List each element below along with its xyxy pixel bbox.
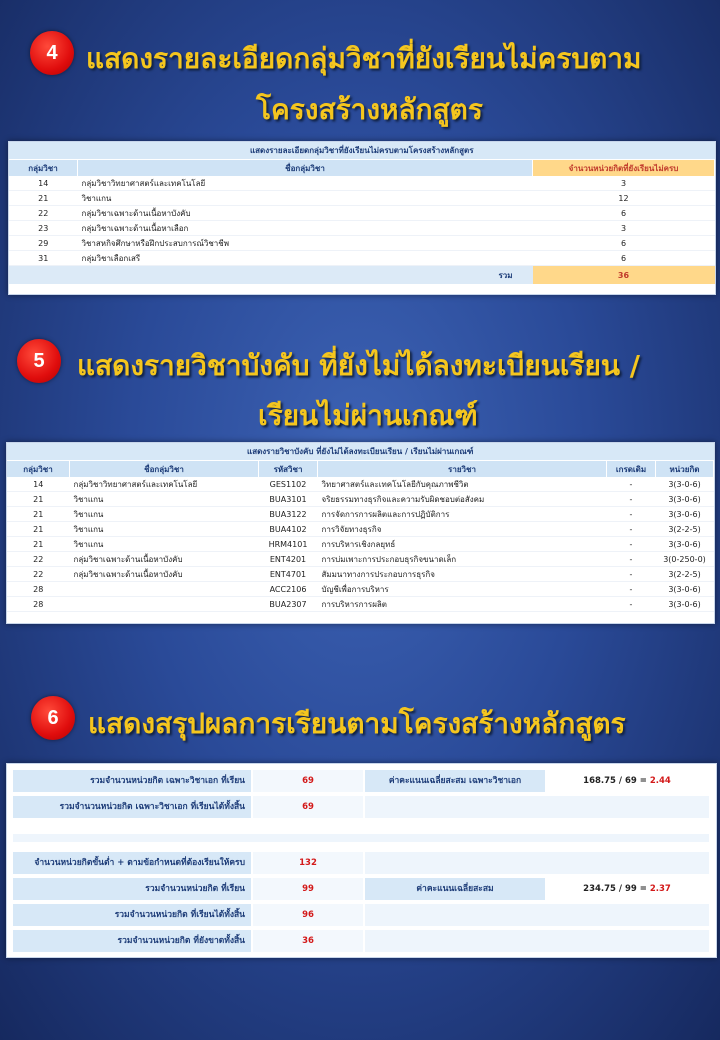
- grade-cell: -: [607, 477, 656, 492]
- section-number-badge: 5: [17, 339, 61, 383]
- table-row: [7, 477, 714, 492]
- course-code-cell: BUA3122: [259, 507, 318, 522]
- total-value: 36: [533, 266, 715, 285]
- total-credits-label: รวมจำนวนหน่วยกิต ที่เรียน: [13, 878, 251, 900]
- credits-cell: 3: [533, 176, 715, 191]
- col-remaining-credits: จำนวนหน่วยกิตที่ยังเรียนไม่ครบ: [533, 160, 715, 177]
- col-previous-grade: เกรดเดิม: [607, 461, 656, 478]
- group-cell: 21: [9, 191, 78, 206]
- group-name-cell: กลุ่มวิชาเฉพาะด้านเนื้อหาบังคับ: [70, 567, 259, 582]
- group-cell: 28: [7, 597, 70, 612]
- credits-cell: 3(0-250-0): [656, 552, 714, 567]
- major-passed-label: รวมจำนวนหน่วยกิต เฉพาะวิชาเอก ที่เรียนได้ทั้งสิ้น: [13, 796, 251, 818]
- incomplete-groups-table-panel: [8, 141, 716, 295]
- group-cell: 21: [7, 507, 70, 522]
- major-gpa-calc: 168.75 / 69 =: [583, 776, 647, 786]
- group-cell: 28: [7, 582, 70, 597]
- group-name-cell: วิชาแกน: [70, 507, 259, 522]
- gpa-calc: 234.75 / 99 =: [583, 884, 647, 894]
- credits-cell: 3(3-0-6): [656, 597, 714, 612]
- course-code-cell: BUA2307: [259, 597, 318, 612]
- table-row: [7, 567, 714, 582]
- course-name-cell: บัญชีเพื่อการบริหาร: [318, 582, 607, 597]
- course-code-cell: ACC2106: [259, 582, 318, 597]
- major-gpa-value: 2.44: [649, 776, 671, 786]
- grade-cell: -: [607, 522, 656, 537]
- table-row: [9, 176, 715, 191]
- section-title: แสดงสรุปผลการเรียนตามโครงสร้างหลักสูตร: [88, 707, 626, 740]
- credits-cell: 3(3-0-6): [656, 492, 714, 507]
- group-name-cell: กลุ่มวิชาวิทยาศาสตร์และเทคโนโลยี: [70, 477, 259, 492]
- table-row: [9, 206, 715, 221]
- col-group: กลุ่มวิชา: [9, 160, 78, 177]
- incomplete-groups-table: [9, 142, 715, 284]
- course-name-cell: การบ่มเพาะการประกอบธุรกิจขนาดเล็ก: [318, 552, 607, 567]
- col-group: กลุ่มวิชา: [7, 461, 70, 478]
- table-row: [7, 582, 714, 597]
- credits-cell: 3(3-0-6): [656, 477, 714, 492]
- passed-credits-value: 96: [253, 904, 363, 926]
- section-title-line2: โครงสร้างหลักสูตร: [256, 93, 483, 126]
- blank-cell: [365, 796, 709, 818]
- grade-cell: -: [607, 507, 656, 522]
- credits-cell: 6: [533, 206, 715, 221]
- course-code-cell: ENT4701: [259, 567, 318, 582]
- group-cell: 14: [7, 477, 70, 492]
- group-cell: 22: [9, 206, 78, 221]
- remaining-credits-value: 36: [253, 930, 363, 952]
- group-cell: 21: [7, 492, 70, 507]
- course-name-cell: การวิจัยทางธุรกิจ: [318, 522, 607, 537]
- major-passed-value: 69: [253, 796, 363, 818]
- min-credits-label: จำนวนหน่วยกิตขั้นต่ำ + ตามข้อกำหนดที่ต้องเรียนให้ครบ: [13, 852, 251, 874]
- credits-cell: 3(2-2-5): [656, 567, 714, 582]
- course-code-cell: HRM4101: [259, 537, 318, 552]
- table-row: [9, 251, 715, 266]
- group-name-cell: กลุ่มวิชาเลือกเสรี: [78, 251, 533, 266]
- group-name-cell: วิชาแกน: [70, 522, 259, 537]
- group-name-cell: วิชาแกน: [70, 492, 259, 507]
- grade-cell: -: [607, 567, 656, 582]
- total-label: รวม: [78, 266, 533, 285]
- grade-cell: -: [607, 582, 656, 597]
- group-name-cell: วิชาแกน: [78, 191, 533, 206]
- credits-cell: 3: [533, 221, 715, 236]
- group-name-cell: กลุ่มวิชาเฉพาะด้านเนื้อหาบังคับ: [78, 206, 533, 221]
- section-number-badge: 6: [31, 696, 75, 740]
- course-code-cell: BUA4102: [259, 522, 318, 537]
- course-name-cell: การบริหารการผลิต: [318, 597, 607, 612]
- course-name-cell: จริยธรรมทางธุรกิจและความรับผิดชอบต่อสังคม: [318, 492, 607, 507]
- group-cell: 31: [9, 251, 78, 266]
- col-credits: หน่วยกิต: [656, 461, 714, 478]
- group-cell: 23: [9, 221, 78, 236]
- grade-cell: -: [607, 537, 656, 552]
- major-gpa: [547, 770, 707, 792]
- col-course-name: รายวิชา: [318, 461, 607, 478]
- group-cell: 29: [9, 236, 78, 251]
- credits-cell: 6: [533, 236, 715, 251]
- required-courses-table-panel: [6, 442, 715, 624]
- group-cell: 21: [7, 522, 70, 537]
- blank-cell: [365, 904, 709, 926]
- gpa: [547, 878, 707, 900]
- group-name-cell: วิชาสหกิจศึกษาหรือฝึกประสบการณ์วิชาชีพ: [78, 236, 533, 251]
- divider: [13, 834, 709, 842]
- course-code-cell: GES1102: [259, 477, 318, 492]
- course-name-cell: การบริหารเชิงกลยุทธ์: [318, 537, 607, 552]
- total-credits-value: 99: [253, 878, 363, 900]
- credits-cell: 12: [533, 191, 715, 206]
- group-name-cell: กลุ่มวิชาเฉพาะด้านเนื้อหาบังคับ: [70, 552, 259, 567]
- table-row: [9, 221, 715, 236]
- table-row: [9, 191, 715, 206]
- section-title-line2: เรียนไม่ผ่านเกณฑ์: [258, 399, 478, 432]
- table-caption: แสดงรายวิชาบังคับ ที่ยังไม่ได้ลงทะเบียนเรียน / เรียนไม่ผ่านเกณฑ์: [7, 443, 714, 461]
- table-row: [7, 552, 714, 567]
- credits-cell: 3(2-2-5): [656, 522, 714, 537]
- group-name-cell: กลุ่มวิชาวิทยาศาสตร์และเทคโนโลยี: [78, 176, 533, 191]
- table-row: [7, 507, 714, 522]
- gpa-value: 2.37: [649, 884, 671, 894]
- table-row: [7, 537, 714, 552]
- credits-cell: 3(3-0-6): [656, 507, 714, 522]
- group-cell: 14: [9, 176, 78, 191]
- col-group-name: ชื่อกลุ่มวิชา: [70, 461, 259, 478]
- group-name-cell: วิชาแกน: [70, 537, 259, 552]
- credits-cell: 3(3-0-6): [656, 537, 714, 552]
- table-row: [9, 236, 715, 251]
- course-name-cell: การจัดการการผลิตและการปฏิบัติการ: [318, 507, 607, 522]
- section-title-line1: แสดงรายละเอียดกลุ่มวิชาที่ยังเรียนไม่ครบตาม: [86, 42, 642, 75]
- table-row: [7, 597, 714, 612]
- passed-credits-label: รวมจำนวนหน่วยกิต ที่เรียนได้ทั้งสิ้น: [13, 904, 251, 926]
- blank-cell: [365, 852, 709, 874]
- remaining-credits-label: รวมจำนวนหน่วยกิต ที่ยังขาดทั้งสิ้น: [13, 930, 251, 952]
- group-cell: 22: [7, 552, 70, 567]
- group-cell: 21: [7, 537, 70, 552]
- course-code-cell: BUA3101: [259, 492, 318, 507]
- col-course-code: รหัสวิชา: [259, 461, 318, 478]
- table-caption: แสดงรายละเอียดกลุ่มวิชาที่ยังเรียนไม่ครบตามโครงสร้างหลักสูตร: [9, 142, 715, 160]
- grade-cell: -: [607, 597, 656, 612]
- gpa-label: ค่าคะแนนเฉลี่ยสะสม: [365, 878, 545, 900]
- grade-cell: -: [607, 552, 656, 567]
- credits-cell: 6: [533, 251, 715, 266]
- summary-panel: [6, 763, 717, 958]
- section-number-badge: 4: [30, 31, 74, 75]
- major-gpa-label: ค่าคะแนนเฉลี่ยสะสม เฉพาะวิชาเอก: [365, 770, 545, 792]
- required-courses-table: [7, 443, 714, 612]
- course-name-cell: สัมมนาทางการประกอบการธุรกิจ: [318, 567, 607, 582]
- table-row: [7, 492, 714, 507]
- section-title-line1: แสดงรายวิชาบังคับ ที่ยังไม่ได้ลงทะเบียนเรียน /: [77, 349, 640, 382]
- group-name-cell: [70, 582, 259, 597]
- course-name-cell: วิทยาศาสตร์และเทคโนโลยีกับคุณภาพชีวิต: [318, 477, 607, 492]
- grade-cell: -: [607, 492, 656, 507]
- table-row: [7, 522, 714, 537]
- group-name-cell: กลุ่มวิชาเฉพาะด้านเนื้อหาเลือก: [78, 221, 533, 236]
- blank-cell: [365, 930, 709, 952]
- major-credits-value: 69: [253, 770, 363, 792]
- col-group-name: ชื่อกลุ่มวิชา: [78, 160, 533, 177]
- group-name-cell: [70, 597, 259, 612]
- credits-cell: 3(3-0-6): [656, 582, 714, 597]
- group-cell: 22: [7, 567, 70, 582]
- course-code-cell: ENT4201: [259, 552, 318, 567]
- major-credits-label: รวมจำนวนหน่วยกิต เฉพาะวิชาเอก ที่เรียน: [13, 770, 251, 792]
- min-credits-value: 132: [253, 852, 363, 874]
